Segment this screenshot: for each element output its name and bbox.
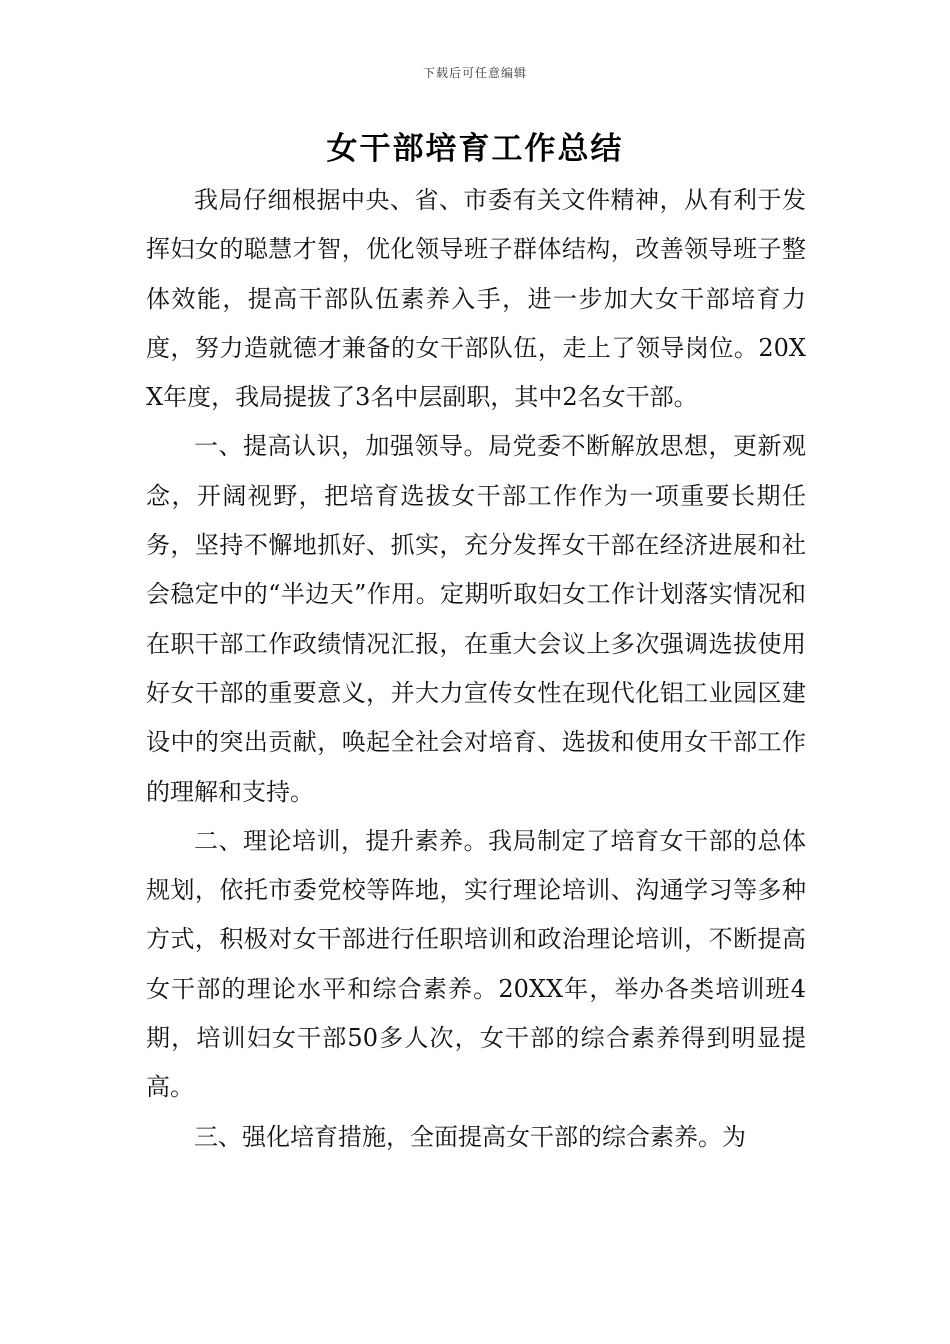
paragraph-section-2: 二、理论培训，提升素养。我局制定了培育女干部的总体规划，依托市委党校等阵地，实行理论培训、沟通学习等多种方式，积极对女干部进行任职培训和政治理论培训，不断提高女干部的理论水平和综合素养。20XX年，举办各类培训班4期，培训妇女干部50多人次，女干部的综合素养得到明显提高。 bbox=[146, 826, 806, 1102]
paragraph-section-1: 一、提高认识，加强领导。局党委不断解放思想，更新观念，开阔视野，把培育选拔女干部工作作为一项重要长期任务，坚持不懈地抓好、抓实，充分发挥女干部在经济进展和社会稳定中的“半边天”作用。定期听取妇女工作计划落实情况和在职干部工作政绩情况汇报，在重大会议上多次强调选拔使用好女干部的重要意义，并大力宣传女性在现代化铝工业园区建设中的突出贡献，唤起全社会对培育、选拔和使用女干部工作的理解和支持。 bbox=[146, 432, 806, 806]
paragraph-intro: 我局仔细根据中央、省、市委有关文件精神，从有利于发挥妇女的聪慧才智，优化领导班子群体结构，改善领导班子整体效能，提高干部队伍素养入手，进一步加大女干部培育力度，努力造就德才兼备的女干部队伍，走上了领导岗位。20XX年度，我局提拔了3名中层副职，其中2名女干部。 bbox=[146, 186, 806, 412]
header-note: 下载后可任意编辑 bbox=[422, 66, 527, 80]
document-title: 女干部培育工作总结 bbox=[326, 131, 624, 167]
document-body bbox=[146, 176, 806, 1162]
paragraph-section-3: 三、强化培育措施，全面提高女干部的综合素养。为 bbox=[194, 1122, 746, 1151]
